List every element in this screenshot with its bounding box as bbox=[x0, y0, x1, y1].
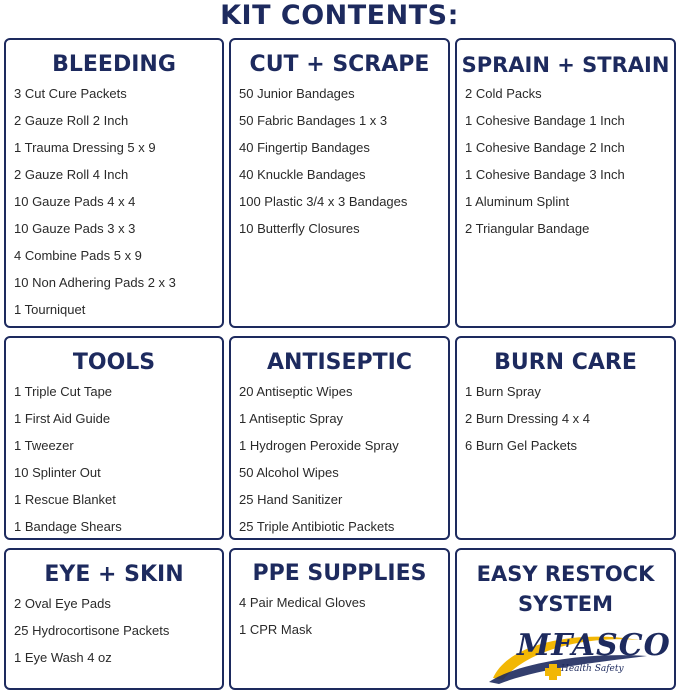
section-easy-restock bbox=[455, 548, 676, 690]
section-eye-skin bbox=[4, 548, 224, 690]
item-list bbox=[457, 80, 674, 242]
section-cut-scrape bbox=[229, 38, 450, 328]
section-sprain-strain bbox=[455, 38, 676, 328]
list-item: 1 Cohesive Bandage 2 Inch bbox=[465, 140, 625, 155]
list-item: 1 Rescue Blanket bbox=[14, 492, 116, 507]
list-item: 1 Cohesive Bandage 3 Inch bbox=[465, 167, 625, 182]
section-burn-care bbox=[455, 336, 676, 540]
section-heading: BLEEDING bbox=[52, 52, 176, 77]
list-item: 1 Triple Cut Tape bbox=[14, 384, 113, 399]
list-item: 4 Combine Pads 5 x 9 bbox=[14, 248, 142, 263]
section-ppe-supplies bbox=[229, 548, 450, 690]
list-item: 2 Gauze Roll 2 Inch bbox=[14, 113, 129, 128]
list-item: 1 Antiseptic Spray bbox=[239, 411, 344, 426]
list-item: 1 First Aid Guide bbox=[14, 411, 111, 426]
item-list bbox=[457, 378, 674, 459]
section-heading: EYE + SKIN bbox=[44, 562, 184, 587]
list-item: 2 Oval Eye Pads bbox=[14, 596, 111, 611]
list-item: 1 CPR Mask bbox=[239, 622, 312, 637]
section-tools bbox=[4, 336, 224, 540]
list-item: 25 Triple Antibiotic Packets bbox=[239, 519, 395, 534]
section-bleeding bbox=[4, 38, 224, 328]
section-heading: SPRAIN + STRAIN bbox=[461, 53, 670, 77]
item-list bbox=[231, 378, 448, 540]
list-item: 1 Aluminum Splint bbox=[465, 194, 570, 209]
list-item: 1 Tourniquet bbox=[14, 302, 86, 317]
list-item: 2 Cold Packs bbox=[465, 86, 542, 101]
list-item: 3 Cut Cure Packets bbox=[14, 86, 127, 101]
list-item: 20 Antiseptic Wipes bbox=[239, 384, 353, 399]
item-list bbox=[6, 80, 222, 323]
section-heading: TOOLS bbox=[72, 350, 156, 375]
logo-tagline: Health Safety bbox=[561, 664, 624, 674]
list-item: 10 Splinter Out bbox=[14, 465, 101, 480]
list-item: 10 Gauze Pads 3 x 3 bbox=[14, 221, 136, 236]
list-item: 2 Burn Dressing 4 x 4 bbox=[465, 411, 591, 426]
list-item: 10 Non Adhering Pads 2 x 3 bbox=[14, 275, 176, 290]
section-heading: BURN CARE bbox=[494, 350, 637, 375]
list-item: 6 Burn Gel Packets bbox=[465, 438, 577, 453]
list-item: 25 Hydrocortisone Packets bbox=[14, 623, 170, 638]
section-heading: EASY RESTOCK SYSTEM bbox=[476, 562, 655, 616]
list-item: 1 Burn Spray bbox=[465, 384, 541, 399]
list-item: 1 Hydrogen Peroxide Spray bbox=[239, 438, 399, 453]
list-item: 10 Butterfly Closures bbox=[239, 221, 360, 236]
list-item: 2 Gauze Roll 4 Inch bbox=[14, 167, 129, 182]
section-heading: ANTISEPTIC bbox=[267, 350, 412, 375]
list-item: 50 Alcohol Wipes bbox=[239, 465, 339, 480]
item-list bbox=[6, 590, 222, 671]
item-list bbox=[231, 80, 448, 242]
item-list bbox=[231, 589, 448, 643]
list-item: 1 Eye Wash 4 oz bbox=[14, 650, 112, 665]
list-item: 1 Cohesive Bandage 1 Inch bbox=[465, 113, 625, 128]
logo-brand: MFASCO bbox=[517, 628, 671, 663]
mfasco-logo bbox=[489, 622, 671, 686]
list-item: 50 Junior Bandages bbox=[239, 86, 355, 101]
list-item: 40 Fingertip Bandages bbox=[239, 140, 370, 155]
list-item: 1 Tweezer bbox=[14, 438, 74, 453]
list-item: 100 Plastic 3/4 x 3 Bandages bbox=[239, 194, 408, 209]
item-list bbox=[6, 378, 222, 540]
section-heading: PPE SUPPLIES bbox=[252, 561, 427, 586]
list-item: 2 Triangular Bandage bbox=[465, 221, 590, 236]
section-heading: CUT + SCRAPE bbox=[249, 52, 430, 77]
list-item: 50 Fabric Bandages 1 x 3 bbox=[239, 113, 388, 128]
section-antiseptic bbox=[229, 336, 450, 540]
list-item: 25 Hand Sanitizer bbox=[239, 492, 343, 507]
list-item: 1 Trauma Dressing 5 x 9 bbox=[14, 140, 156, 155]
list-item: 4 Pair Medical Gloves bbox=[239, 595, 366, 610]
list-item: 40 Knuckle Bandages bbox=[239, 167, 366, 182]
list-item: 1 Bandage Shears bbox=[14, 519, 122, 534]
list-item: 10 Gauze Pads 4 x 4 bbox=[14, 194, 136, 209]
page-title: KIT CONTENTS: bbox=[220, 0, 459, 31]
